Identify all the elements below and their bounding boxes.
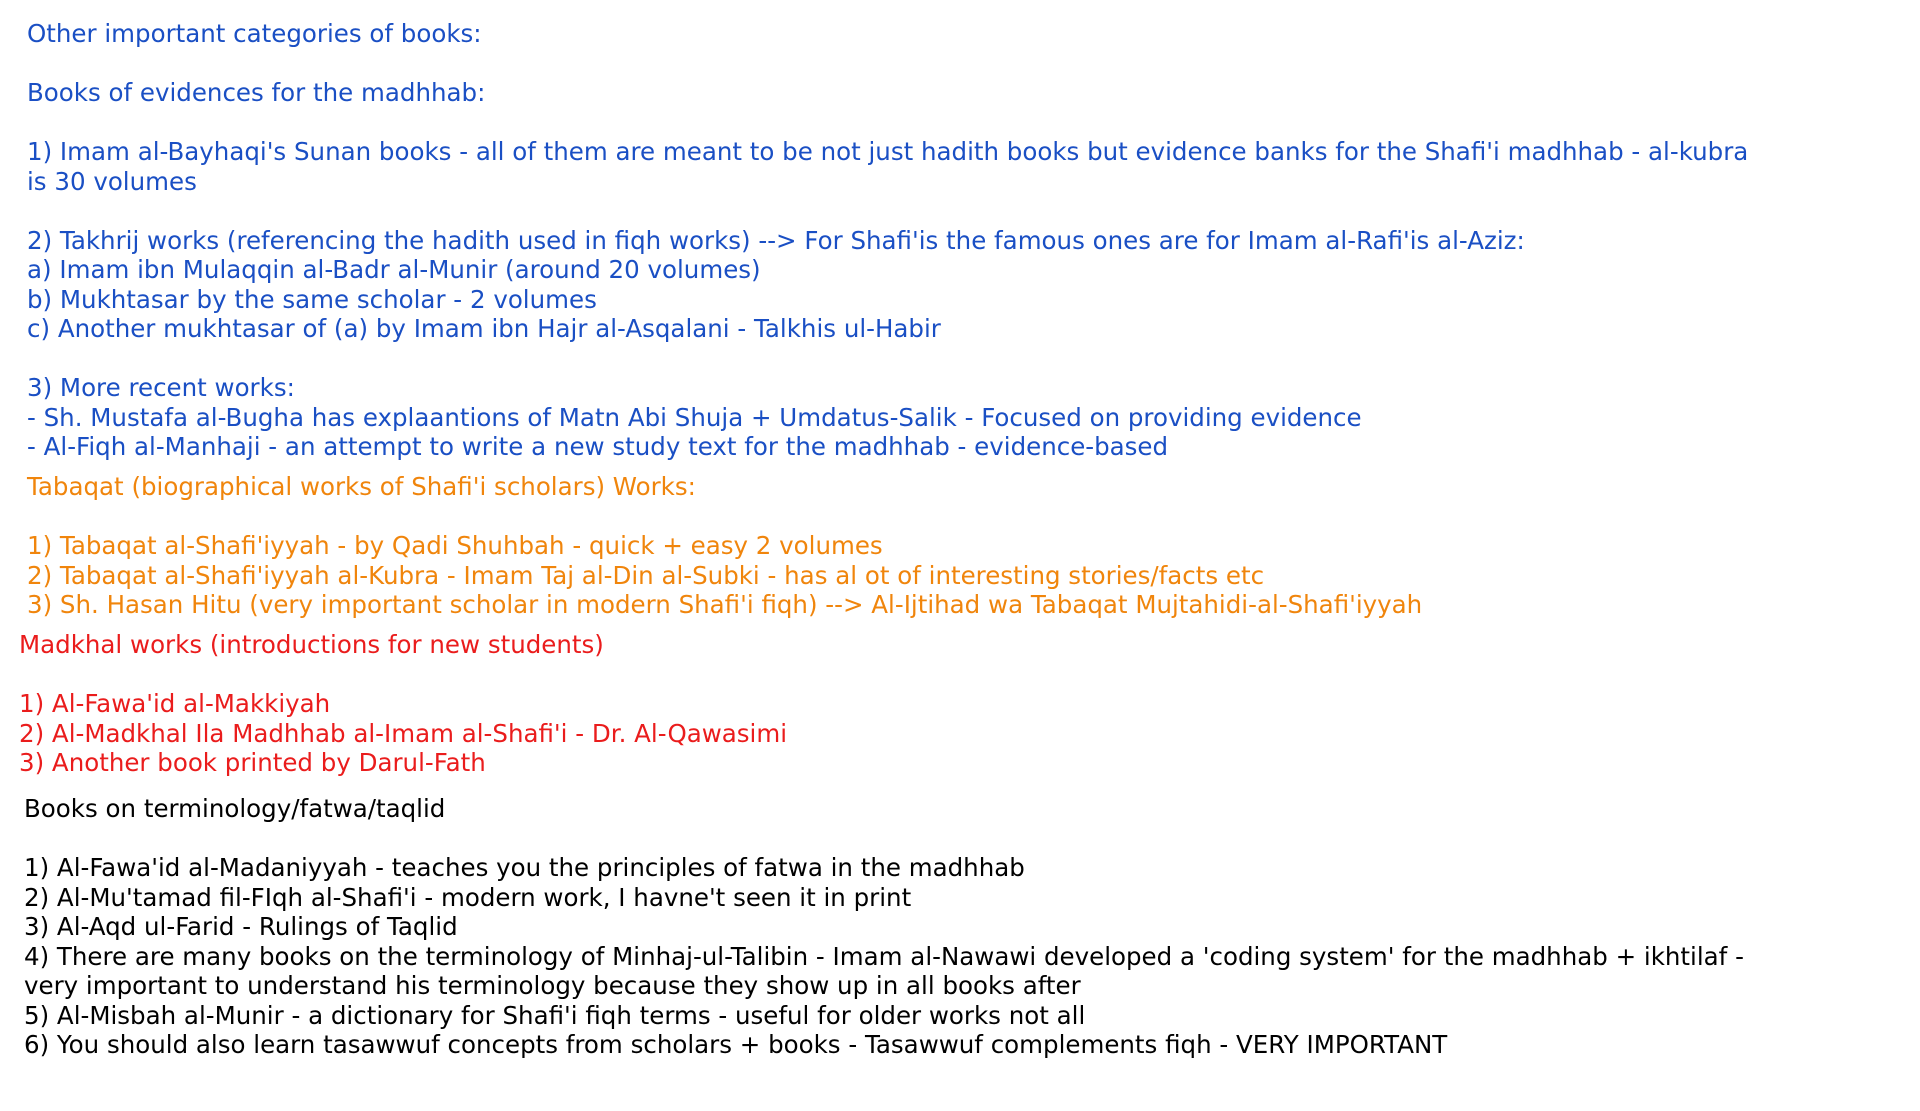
tabaqat-section — [27, 472, 1422, 620]
intro-text: Other important categories of books: — [27, 19, 482, 48]
madkhal-heading: Madkhal works (introductions for new students) — [19, 630, 604, 659]
terminology-item-2: 2) Al-Mu'tamad fil-FIqh al-Shafi'i - modern work, I havne't seen it in print — [24, 882, 912, 912]
terminology-item-6: 6) You should also learn tasawwuf concepts from scholars + books - Tasawwuf complements fiqh - VERY IMPORTANT — [24, 1030, 1448, 1059]
blank-line — [27, 49, 1748, 79]
madkhal-item-1: 1) Al-Fawa'id al-Makkiyah — [19, 689, 331, 718]
evidence-heading: Books of evidences for the madhhab: — [27, 78, 486, 107]
terminology-item-5: 5) Al-Misbah al-Munir - a dictionary for Shafi'i fiqh terms - useful for older works not all — [24, 1000, 1086, 1030]
blank-line — [27, 196, 1748, 226]
madkhal-section — [19, 630, 787, 778]
evidence-item-2b: b) Mukhtasar by the same scholar - 2 volumes — [27, 284, 597, 314]
terminology-heading: Books on terminology/fatwa/taqlid — [24, 794, 446, 823]
tabaqat-item-1: 1) Tabaqat al-Shafi'iyyah - by Qadi Shuhbah - quick + easy 2 volumes — [27, 531, 883, 560]
tabaqat-heading: Tabaqat (biographical works of Shafi'i scholars) Works: — [27, 472, 696, 501]
blank-line — [27, 344, 1748, 374]
evidence-item-1-line-2: is 30 volumes — [27, 166, 197, 196]
terminology-section — [24, 794, 1744, 1060]
evidence-item-2: 2) Takhrij works (referencing the hadith used in fiqh works) --> For Shafi'is the famous ones are for Imam al-Rafi'is al-Aziz: — [27, 225, 1525, 255]
madkhal-item-3: 3) Another book printed by Darul-Fath — [19, 748, 486, 777]
evidence-item-1-line-1: 1) Imam al-Bayhaqi's Sunan books - all of them are meant to be not just hadith books but evidence banks for the Shafi'i madhhab - al-kubra — [27, 137, 1749, 166]
terminology-item-1: 1) Al-Fawa'id al-Madaniyyah - teaches you the principles of fatwa in the madhhab — [24, 853, 1025, 882]
evidence-item-2a: a) Imam ibn Mulaqqin al-Badr al-Munir (around 20 volumes) — [27, 255, 761, 284]
evidence-section — [27, 19, 1748, 462]
evidence-item-3a: - Sh. Mustafa al-Bugha has explaantions of Matn Abi Shuja + Umdatus-Salik - Focused on providing evidence — [27, 402, 1362, 432]
blank-line — [19, 660, 787, 690]
blank-line — [27, 502, 1422, 532]
madkhal-item-2: 2) Al-Madkhal Ila Madhhab al-Imam al-Shafi'i - Dr. Al-Qawasimi — [19, 718, 788, 748]
blank-line — [27, 108, 1748, 138]
tabaqat-item-3: 3) Sh. Hasan Hitu (very important scholar in modern Shafi'i fiqh) --> Al-Ijtihad wa Tabaqat Mujtahidi-al-Shafi'iyyah — [27, 590, 1423, 619]
evidence-item-3: 3) More recent works: — [27, 373, 295, 402]
terminology-item-3: 3) Al-Aqd ul-Farid - Rulings of Taqlid — [24, 912, 458, 941]
evidence-item-3b: - Al-Fiqh al-Manhaji - an attempt to write a new study text for the madhhab - evidence-based — [27, 432, 1169, 461]
evidence-item-2c: c) Another mukhtasar of (a) by Imam ibn Hajr al-Asqalani - Talkhis ul-Habir — [27, 314, 941, 343]
terminology-item-4-line-1: 4) There are many books on the terminology of Minhaj-ul-Talibin - Imam al-Nawawi developed a 'coding system' for the madhhab + ikhtilaf - — [24, 941, 1744, 971]
tabaqat-item-2: 2) Tabaqat al-Shafi'iyyah al-Kubra - Imam Taj al-Din al-Subki - has al ot of interesting stories/facts etc — [27, 560, 1265, 590]
terminology-item-4-line-2: very important to understand his terminology because they show up in all books after — [24, 971, 1081, 1000]
blank-line — [24, 824, 1744, 854]
